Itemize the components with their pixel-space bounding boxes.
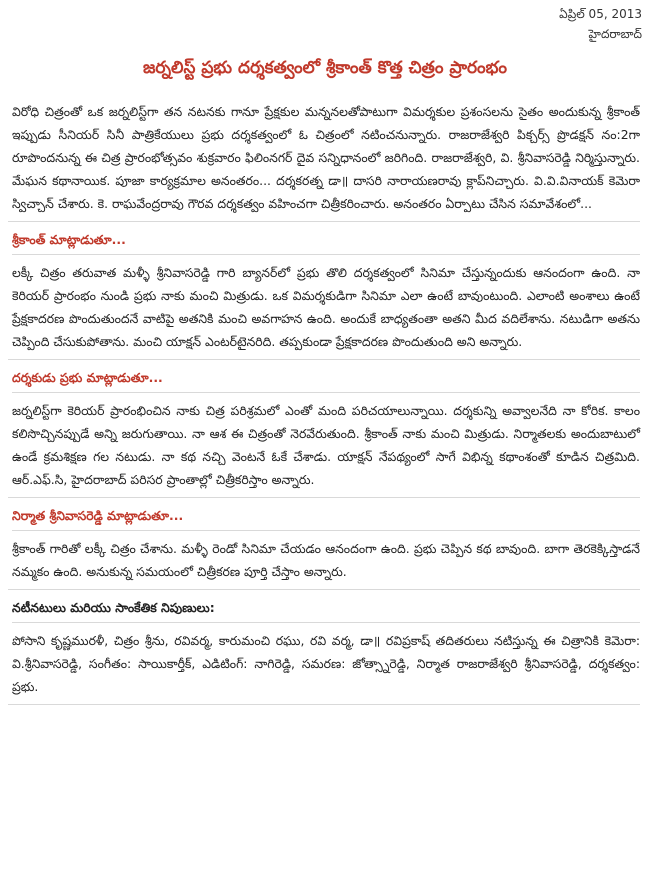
cast-crew-heading: నటీనటులు మరియు సాంకేతిక నిపుణులు: [12,598,640,623]
article-headline: జర్నలిస్ట్ ప్రభు దర్శకత్వంలో శ్రీకాంత్ కొత్త చిత్రం ప్రారంభం [142,58,508,78]
section-heading-director: దర్శకుడు ప్రభు మాట్లాడుతూ... [12,368,640,393]
intro-paragraph: విరోధి చిత్రంతో ఒక జర్నలిస్ట్‌గా తన నటనకు గానూ ప్రేక్షకుల మన్ననలతోపాటుగా విమర్శకుల ప్రశంసలను సైతం అందుకున్న శ్రీకాంత్ ఇప్పుడు సీనియర్ సినీ పాత్రికేయులు ప్రభు దర్శకత్వంలో ఓ చిత్రంలో నటించనున్నారు. రాజరాజేశ్వరి పిక్చర్స్ ప్రొడక్షన్ నం:2గా రూపొందనున్న ఈ చిత్ర ప్రారంభోత్సవం శుక్రవారం ఫిలింనగర్ దైవ సన్నిధానంలో జరిగింది. రాజరాజేశ్వరి, వి. శ్రీనివాసరెడ్డి నిర్మిస్తున్నారు. మేఘన కథానాయిక. పూజా కార్యక్రమాల అనంతరం... దర్శకరత్న డా॥ దాసరి నారాయణరావు క్లాప్‌నిచ్చారు. వి.వి.వినాయక్ కెమెరా స్విచ్చాన్ చేశారు. కె. రాఘవేంద్రరావు గౌరవ దర్శకత్వం వహించగా చిత్రీకరించారు. అనంతరం ఏర్పాటు చేసిన సమావేశంలో... [8,100,640,222]
article-place: హైదరాబాద్ [588,27,642,41]
section-heading-producer: నిర్మాత శ్రీనివాసరెడ్డి మాట్లాడుతూ... [12,506,640,531]
section-body-srikanth: లక్కీ చిత్రం తరువాత మళ్ళీ శ్రీనివాసరెడ్డి గారి బ్యానర్‌లో ప్రభు తొలి దర్శకత్వంలో సినిమా చేస్తున్నందుకు ఆనందంగా ఉంది. నా కెరియర్ ప్రారంభం నుండి ప్రభు నాకు మంచి మిత్రుడు. ఒక విమర్శకుడిగా సినిమా ఎలా ఉంటే బావుంటుంది. ఎలాంటి అంశాలు ఉంటే ప్రేక్షకాదరణ పొందుతుందనే వాటిపై అతనికి మంచి అవగాహన ఉంది. అందుకే బాధ్యతంతా అతని మీద వదిలేశాను. నటుడిగా అతను చెప్పింది చేసుకుపోతాను. మంచి యాక్షన్ ఎంటర్‌టైనరిది. తప్పకుండా ప్రేక్షకాదరణ పొందుతుంది అని అన్నారు. [8,261,640,360]
cast-crew-body: పోసాని కృష్ణమురళీ, చిత్రం శ్రీను, రవివర్మ, కారుమంచి రఘు, రవి వర్మ, డా॥ రవిప్రకాష్ తదితరులు నటిస్తున్న ఈ చిత్రానికి కెమెరా: వి.శ్రీనివాసరెడ్డి, సంగీతం: సాయికార్తీక్, ఎడిటింగ్: నాగిరెడ్డి, సమరణ: జోత్స్నారెడ్డి, నిర్మాత రాజరాజేశ్వరి శ్రీనివాసరెడ్డి, దర్శకత్వం: ప్రభు. [8,629,640,705]
section-heading-srikanth: శ్రీకాంత్ మాట్లాడుతూ... [12,230,640,255]
section-body-director: జర్నలిస్ట్‌గా కెరియర్ ప్రారంభించిన నాకు చిత్ర పరిశ్రమలో ఎంతో మంది పరిచయాలున్నాయి. దర్శకున్ని అవ్వాలనేది నా కోరిక. కాలం కలిసొచ్చినప్పుడే అన్ని జరుగుతాయి. నా ఆశ ఈ చిత్రంతో నెరవేరుతుంది. శ్రీకాంత్ నాకు మంచి మిత్రుడు. నిర్మాతలకు అందుబాటులో ఉండే క్రమశిక్షణ గల నటుడు. నా కథ నచ్చి వెంటనే ఓకే చేశాడు. యాక్షన్ నేపథ్యంలో సాగే విభిన్న కథాంశంతో కూడిన చిత్రమిది. ఆర్.ఎఫ్.సి, హైదరాబాద్ పరిసర ప్రాంతాల్లో చిత్రీకరిస్తాం అన్నారు. [8,399,640,498]
article-body [8,100,640,705]
dateline [559,4,642,44]
section-body-producer: శ్రీకాంత్ గారితో లక్కీ చిత్రం చేశాను. మళ్ళీ రెండో సినిమా చేయడం ఆనందంగా ఉంది. ప్రభు చెప్పిన కథ బావుంది. బాగా తెరకెక్కిస్తాడనే నమ్మకం ఉంది. అనుకున్న సమయంలో చిత్రీకరణ పూర్తి చేస్తాం అన్నారు. [8,537,640,590]
article-date: ఏప్రిల్ 05, 2013 [559,7,642,21]
